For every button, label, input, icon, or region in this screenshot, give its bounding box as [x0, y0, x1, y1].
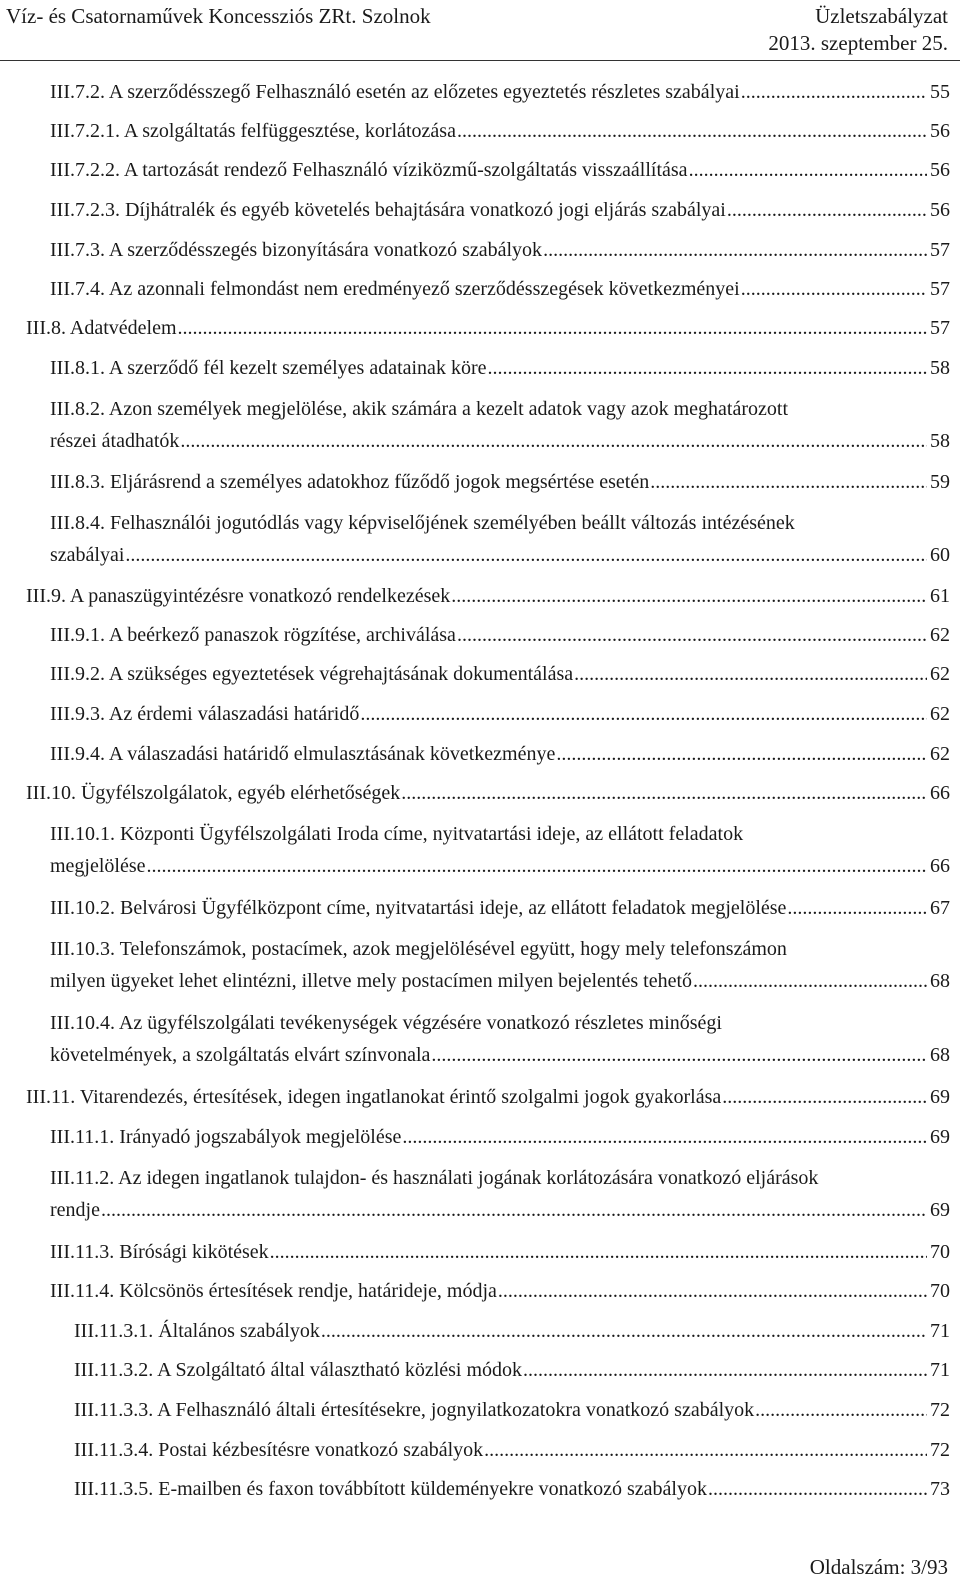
- toc-entry[interactable]: [26, 777, 950, 809]
- toc-entry[interactable]: [74, 1315, 950, 1347]
- toc-page-number: 66: [930, 782, 950, 804]
- toc-page-number: 70: [930, 1241, 950, 1263]
- toc-page-number: 73: [930, 1478, 950, 1500]
- toc-page-number: 58: [930, 430, 950, 452]
- toc-entry[interactable]: [26, 1081, 950, 1113]
- toc-entry-text: III.8.1. A szerződő fél kezelt személyes adatainak köre: [50, 357, 487, 379]
- toc-page-number: 71: [930, 1320, 950, 1342]
- toc-leader-dots: [484, 1436, 927, 1456]
- toc-leader-dots: [722, 1083, 927, 1103]
- toc-entry[interactable]: [26, 580, 950, 612]
- toc-entry-text: III.11.3. Bírósági kikötések: [50, 1241, 269, 1263]
- toc-leader-dots: [689, 156, 927, 176]
- toc-entry[interactable]: [50, 154, 950, 186]
- toc-entry-text: III.9.1. A beérkező panaszok rögzítése, archiválása: [50, 624, 456, 646]
- toc-leader-dots: [101, 1196, 927, 1216]
- toc-leader-dots: [401, 779, 927, 799]
- toc-entry-text: III.11. Vitarendezés, értesítések, idegen ingatlanokat érintő szolgalmi jogok gyakorlása: [26, 1086, 722, 1108]
- toc-entry-text: III.9. A panaszügyintézésre vonatkozó rendelkezések: [26, 585, 451, 607]
- toc-entry-text: III.11.1. Irányadó jogszabályok megjelölése: [50, 1126, 402, 1148]
- page-header: [0, 0, 960, 60]
- toc-entry[interactable]: [50, 933, 950, 997]
- toc-entry[interactable]: [50, 352, 950, 384]
- toc-leader-dots: [457, 117, 927, 137]
- toc-entry[interactable]: [50, 1236, 950, 1268]
- toc-entry[interactable]: [50, 698, 950, 730]
- page-number-footer: Oldalszám: 3/93: [809, 1555, 948, 1579]
- toc-entry-text: III.9.4. A válaszadási határidő elmulasztásának következménye: [50, 743, 556, 765]
- toc-page-number: 70: [930, 1280, 950, 1302]
- toc-entry[interactable]: [26, 312, 950, 344]
- toc-leader-dots: [178, 314, 928, 334]
- toc-entry[interactable]: [50, 1275, 950, 1307]
- toc-leader-dots: [431, 1041, 927, 1061]
- toc-leader-dots: [125, 541, 927, 561]
- toc-leader-dots: [147, 852, 927, 872]
- toc-entry[interactable]: [50, 393, 950, 457]
- toc-entry[interactable]: [50, 507, 950, 571]
- toc-entry-text: III.10.2. Belvárosi Ügyfélközpont címe, nyitvatartási ideje, az ellátott feladatok megjelölése: [50, 897, 787, 919]
- toc-page-number: 57: [930, 317, 950, 339]
- toc-entry-text-line1: III.10.1. Központi Ügyfélszolgálati Iroda címe, nyitvatartási ideje, az ellátott feladatok: [50, 823, 744, 845]
- toc-leader-dots: [360, 700, 927, 720]
- toc-entry-text: III.11.3.2. A Szolgáltató által választható közlési módok: [74, 1359, 523, 1381]
- toc-entry[interactable]: [50, 818, 950, 882]
- toc-leader-dots: [543, 236, 927, 256]
- toc-entry[interactable]: [50, 194, 950, 226]
- toc-entry[interactable]: [74, 1434, 950, 1466]
- toc-entry-text-line1: III.8.2. Azon személyek megjelölése, akik számára a kezelt adatok vagy azok meghatározott: [50, 398, 789, 420]
- toc-page-number: 69: [930, 1199, 950, 1221]
- toc-page-number: 56: [930, 120, 950, 142]
- toc-page-number: 59: [930, 471, 950, 493]
- toc-entry-text: rendje: [50, 1199, 100, 1221]
- toc-page-number: 61: [930, 585, 950, 607]
- toc-leader-dots: [755, 1396, 927, 1416]
- toc-entry-text: részei átadhatók: [50, 430, 180, 452]
- toc-entry[interactable]: [50, 1162, 950, 1226]
- header-divider: [0, 60, 960, 61]
- toc-entry-text: III.11.3.1. Általános szabályok: [74, 1320, 320, 1342]
- toc-leader-dots: [402, 1123, 927, 1143]
- company-name: Víz- és Csatornaművek Koncessziós ZRt. Szolnok: [6, 4, 431, 28]
- toc-leader-dots: [787, 894, 927, 914]
- toc-entry-text: III.7.2.2. A tartozását rendező Felhasználó víziközmű-szolgáltatás visszaállítása: [50, 159, 688, 181]
- toc-entry-text-line1: III.10.3. Telefonszámok, postacímek, azok megjelölésével együtt, hogy mely telefonszámon: [50, 938, 787, 960]
- toc-entry[interactable]: [50, 273, 950, 305]
- toc-entry-text: III.11.4. Kölcsönös értesítések rendje, határideje, módja: [50, 1280, 497, 1302]
- toc-page-number: 62: [930, 703, 950, 725]
- toc-leader-dots: [574, 660, 927, 680]
- toc-entry[interactable]: [74, 1394, 950, 1426]
- toc-leader-dots: [523, 1356, 927, 1376]
- toc-entry-text: III.9.3. Az érdemi válaszadási határidő: [50, 703, 360, 725]
- toc-entry-text: III.7.4. Az azonnali felmondást nem eredményező szerződésszegések következményei: [50, 278, 740, 300]
- toc-leader-dots: [457, 621, 927, 641]
- toc-entry-text-line1: III.8.4. Felhasználói jogutódlás vagy képviselőjének személyében beállt változás intézésének: [50, 512, 795, 534]
- toc-leader-dots: [270, 1238, 927, 1258]
- toc-page-number: 58: [930, 357, 950, 379]
- toc-page-number: 72: [930, 1399, 950, 1421]
- toc-page-number: 71: [930, 1359, 950, 1381]
- toc-entry[interactable]: [50, 738, 950, 770]
- toc-leader-dots: [693, 967, 927, 987]
- toc-leader-dots: [321, 1317, 927, 1337]
- toc-page-number: 60: [930, 544, 950, 566]
- toc-entry-text: III.7.2.3. Díjhátralék és egyéb követelés behajtására vonatkozó jogi eljárás szabályai: [50, 199, 726, 221]
- toc-leader-dots: [556, 740, 927, 760]
- toc-page-number: 56: [930, 199, 950, 221]
- toc-entry-text: III.11.3.4. Postai kézbesítésre vonatkozó szabályok: [74, 1439, 484, 1461]
- toc-leader-dots: [487, 354, 927, 374]
- toc-page-number: 69: [930, 1126, 950, 1148]
- toc-entry[interactable]: [50, 76, 950, 108]
- toc-page-number: 67: [930, 897, 950, 919]
- toc-entry-text: milyen ügyeket lehet elintézni, illetve mely postacímen milyen bejelentés tehető: [50, 970, 693, 992]
- toc-page-number: 56: [930, 159, 950, 181]
- toc-page-number: 68: [930, 1044, 950, 1066]
- toc-page-number: 69: [930, 1086, 950, 1108]
- toc-entry-text: III.7.2. A szerződésszegő Felhasználó esetén az előzetes egyeztetés részletes szabályai: [50, 81, 740, 103]
- toc-entry-text: megjelölése: [50, 855, 146, 877]
- toc-entry[interactable]: [50, 115, 950, 147]
- toc-entry[interactable]: [50, 658, 950, 690]
- toc-entry-text: III.8. Adatvédelem: [26, 317, 177, 339]
- toc-entry-text-line1: III.10.4. Az ügyfélszolgálati tevékenységek végzésére vonatkozó részletes minőségi: [50, 1012, 722, 1034]
- toc-leader-dots: [498, 1277, 927, 1297]
- toc-page-number: 62: [930, 624, 950, 646]
- toc-page-number: 72: [930, 1439, 950, 1461]
- toc-entry[interactable]: [50, 1007, 950, 1071]
- document-title: Üzletszabályzat: [815, 4, 948, 28]
- toc-page-number: 68: [930, 970, 950, 992]
- toc-page-number: 66: [930, 855, 950, 877]
- toc-entry-text: szabályai: [50, 544, 125, 566]
- toc-entry[interactable]: [50, 1121, 950, 1153]
- toc-page-number: 62: [930, 743, 950, 765]
- toc-leader-dots: [650, 468, 927, 488]
- toc-leader-dots: [180, 427, 927, 447]
- toc-entry-text: III.9.2. A szükséges egyeztetések végrehajtásának dokumentálása: [50, 663, 574, 685]
- toc-leader-dots: [741, 275, 927, 295]
- toc-page-number: 57: [930, 239, 950, 261]
- document-date: 2013. szeptember 25.: [768, 31, 948, 55]
- toc-leader-dots: [708, 1475, 927, 1495]
- toc-entry-text: III.11.3.3. A Felhasználó általi értesítésekre, jognyilatkozatokra vonatkozó szabályok: [74, 1399, 755, 1421]
- toc-leader-dots: [451, 582, 927, 602]
- toc-entry-text: III.11.3.5. E-mailben és faxon továbbított küldeményekre vonatkozó szabályok: [74, 1478, 707, 1500]
- toc-entry-text: követelmények, a szolgáltatás elvárt színvonala: [50, 1044, 431, 1066]
- toc-page-number: 57: [930, 278, 950, 300]
- toc-page-number: 62: [930, 663, 950, 685]
- toc-entry-text: III.8.3. Eljárásrend a személyes adatokhoz fűződő jogok megsértése esetén: [50, 471, 650, 493]
- toc-entry[interactable]: [50, 234, 950, 266]
- toc-entry-text: III.7.3. A szerződésszegés bizonyítására vonatkozó szabályok: [50, 239, 543, 261]
- toc-page-number: 55: [930, 81, 950, 103]
- toc-entry[interactable]: [74, 1354, 950, 1386]
- toc-entry[interactable]: [50, 892, 950, 924]
- toc-entry[interactable]: [74, 1473, 950, 1505]
- toc-entry[interactable]: [50, 619, 950, 651]
- toc-leader-dots: [727, 196, 927, 216]
- toc-entry-text: III.7.2.1. A szolgáltatás felfüggesztése, korlátozása: [50, 120, 456, 142]
- toc-entry[interactable]: [50, 466, 950, 498]
- toc-entry-text: III.10. Ügyfélszolgálatok, egyéb elérhetőségek: [26, 782, 401, 804]
- toc-leader-dots: [741, 78, 927, 98]
- toc-entry-text-line1: III.11.2. Az idegen ingatlanok tulajdon- és használati jogának korlátozására vonatkozó eljárások: [50, 1167, 819, 1189]
